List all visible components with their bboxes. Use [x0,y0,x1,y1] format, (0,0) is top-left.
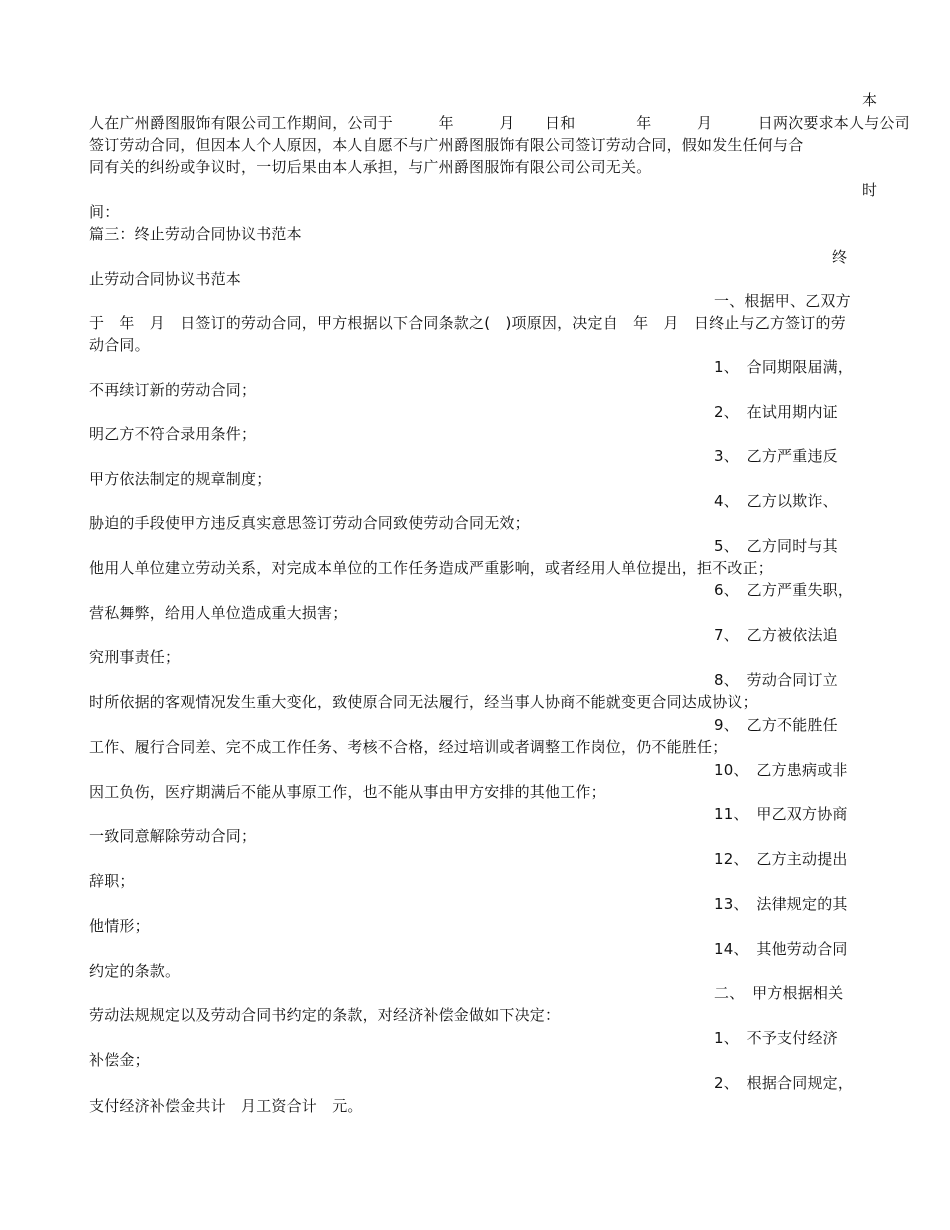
clause-one-start: 一、根据甲、乙双方 [714,292,851,310]
list-item-start: 12、 乙方主动提出 [714,850,848,868]
list-item-start: 1、 合同期限届满， [714,358,854,376]
clause-one-line-3: 动合同。 [89,336,150,354]
intro-fragment-top: 本 [862,91,878,109]
comp-item-start: 2、 根据合同规定， [714,1074,854,1092]
list-item-rest: 辞职； [89,872,135,890]
title-fragment-right: 终 [832,248,848,266]
list-item-start: 11、 甲乙双方协商 [714,805,848,823]
comp-item-rest: 支付经济补偿金共计 月工资合计 元。 [89,1097,363,1115]
intro-line-3: 同有关的纠纷或争议时，一切后果由本人承担，与广州爵图服饰有限公司公司无关。 [89,158,652,176]
clause-two-rest: 劳动法规规定以及劳动合同书约定的条款，对经济补偿金做如下决定： [89,1006,561,1024]
comp-item-rest: 补偿金； [89,1051,150,1069]
list-item-rest: 营私舞弊，给用人单位造成重大损害； [89,604,348,622]
time-fragment-left: 间： [89,203,120,221]
list-item-rest: 工作、履行合同差、完不成工作任务、考核不合格，经过培训或者调整工作岗位，仍不能胜任； [89,738,728,756]
title-fragment-left: 止劳动合同协议书范本 [89,270,242,288]
list-item-start: 3、 乙方严重违反 [714,447,838,465]
list-item-start: 2、 在试用期内证 [714,403,838,421]
intro-line-2: 签订劳动合同，但因本人个人原因，本人自愿不与广州爵图服饰有限公司签订劳动合同，假如发生任何与合 [89,136,804,154]
list-item-rest: 他用人单位建立劳动关系，对完成本单位的工作任务造成严重影响，或者经用人单位提出，拒不改正； [89,559,774,577]
list-item-rest: 他情形； [89,917,150,935]
time-fragment-right: 时 [862,181,878,199]
comp-item-start: 1、 不予支付经济 [714,1029,838,1047]
list-item-rest: 究刑事责任； [89,648,181,666]
clause-one-line-2: 于 年 月 日签订的劳动合同，甲方根据以下合同条款之( )项原因，决定自 年 月 日终止与乙方签订的劳 [89,314,846,332]
list-item-start: 9、 乙方不能胜任 [714,716,838,734]
list-item-start: 13、 法律规定的其 [714,895,848,913]
list-item-start: 6、 乙方严重失职， [714,581,854,599]
list-item-rest: 明乙方不符合录用条件； [89,425,257,443]
clause-two-start: 二、 甲方根据相关 [714,984,844,1002]
list-item-rest: 甲方依法制定的规章制度； [89,470,272,488]
list-item-rest: 因工负伤，医疗期满后不能从事原工作，也不能从事由甲方安排的其他工作； [89,783,606,801]
list-item-start: 14、 其他劳动合同 [714,940,848,958]
list-item-start: 10、 乙方患病或非 [714,761,848,779]
list-item-start: 5、 乙方同时与其 [714,537,838,555]
intro-line-1: 人在广州爵图服饰有限公司工作期间，公司于 年 月 日和 年 月 日两次要求本人与公司 [89,114,910,132]
section-title: 篇三：终止劳动合同协议书范本 [89,225,302,243]
list-item-rest: 胁迫的手段使甲方违反真实意思签订劳动合同致使劳动合同无效； [89,514,530,532]
list-item-rest: 约定的条款。 [89,962,181,980]
list-item-rest: 时所依据的客观情况发生重大变化，致使原合同无法履行，经当事人协商不能就变更合同达成协议； [89,693,758,711]
list-item-rest: 一致同意解除劳动合同； [89,827,257,845]
list-item-rest: 不再续订新的劳动合同； [89,381,257,399]
list-item-start: 8、 劳动合同订立 [714,671,838,689]
list-item-start: 4、 乙方以欺诈、 [714,492,838,510]
list-item-start: 7、 乙方被依法追 [714,626,838,644]
